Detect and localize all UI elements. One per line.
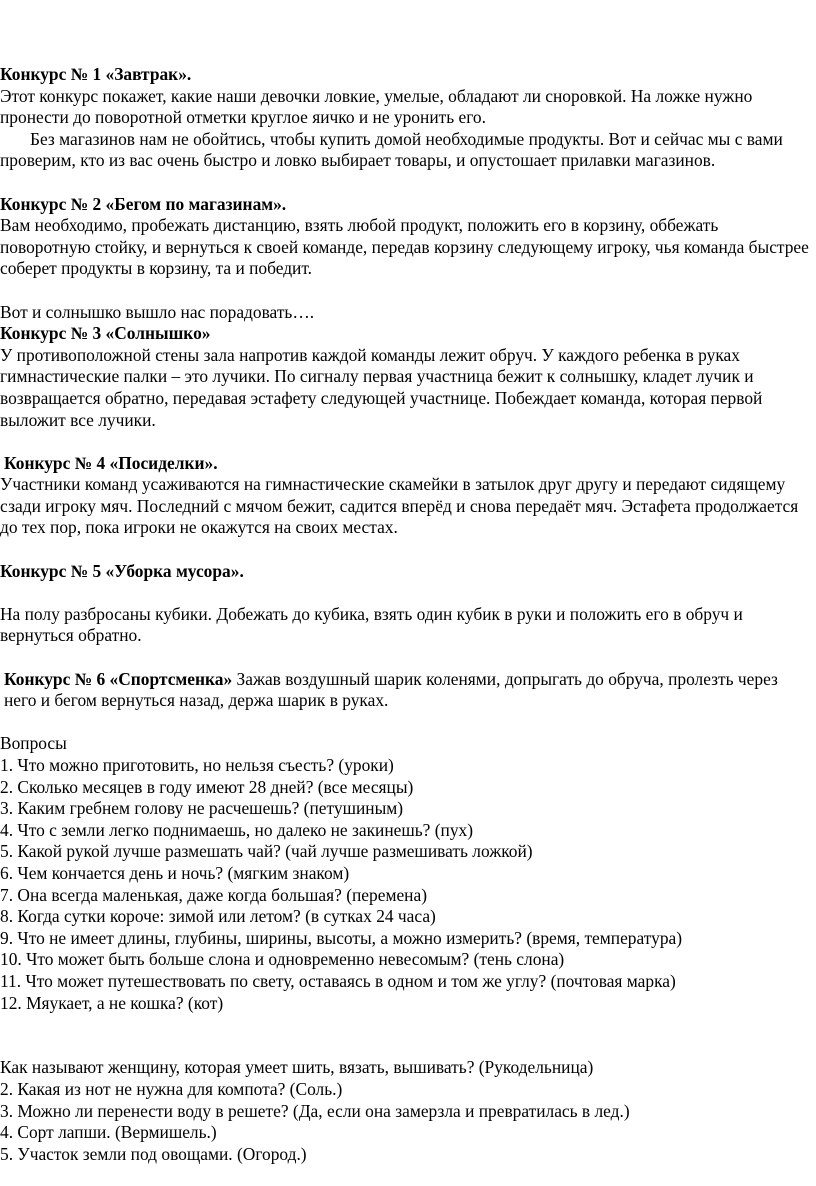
question-item: 2. Сколько месяцев в году имеют 28 дней? (все месяцы) <box>0 776 414 797</box>
question-item: 7. Она всегда маленькая, даже когда большая? (перемена) <box>0 884 427 905</box>
question-item: 1. Что можно приготовить, но нельзя съесть? (уроки) <box>0 755 394 775</box>
document-body <box>0 64 812 1165</box>
spacer <box>0 172 812 194</box>
riddle-item: Как называют женщину, которая умеет шить, вязать, вышивать? (Рукодельница) <box>0 1057 594 1078</box>
question-item: 6. Чем кончается день и ночь? (мягким знаком) <box>0 862 350 883</box>
question-item: 8. Когда сутки короче: зимой или летом? (в сутках 24 часа) <box>0 906 436 927</box>
contest-1-shops-text: Без магазинов нам не обойтись, чтобы купить домой необходимые продукты. Вот и сейчас мы с вами проверим, кто из вас очень быстро и ловко выбирает товары, и опустошает прилавки магазинов. <box>0 128 783 171</box>
question-item: 10. Что может быть больше слона и одновременно невесомым? (тень слона) <box>0 949 565 970</box>
contest-1-text: Этот конкурс покажет, какие наши девочки ловкие, умелые, обладают ли сноровкой. На ложке нужно пронести до поворотной отметки круглое яичко и не уронить его. <box>0 85 753 128</box>
spacer <box>0 1014 812 1036</box>
question-item: 11. Что может путешествовать по свету, оставаясь в одном и том же углу? (почтовая марка) <box>0 970 676 991</box>
spacer <box>0 280 812 302</box>
contest-4-text: Участники команд усаживаются на гимнастические скамейки в затылок друг другу и передают сидящему сзади игроку мяч. Последний с мячом бежит, садится вперёд и снова передаёт мяч. Эстафета продолжается до тех пор, пока игроки не окажутся на своих местах. <box>0 474 799 538</box>
contest-6-heading: Конкурс № 6 «Спортсменка» <box>4 668 233 689</box>
question-item: 3. Каким гребнем голову не расчешешь? (петушиным) <box>0 798 404 819</box>
contest-5-heading: Конкурс № 5 «Уборка мусора». <box>0 560 244 581</box>
riddle-item: 3. Можно ли перенести воду в решете? (Да, если она замерзла и превратилась в лед.) <box>0 1100 630 1121</box>
question-item: 4. Что с земли легко поднимаешь, но далеко не закинешь? (пух) <box>0 819 474 840</box>
spacer <box>0 539 812 561</box>
question-item: 12. Мяукает, а не кошка? (кот) <box>0 992 224 1013</box>
spacer <box>0 431 812 453</box>
contest-6-text: Зажав воздушный шарик коленями, допрыгать до обруча, пролезть через него и бегом вернуться назад, держа шарик в руках. <box>4 668 778 711</box>
questions-title: Вопросы <box>0 733 67 754</box>
contest-3-heading: Конкурс № 3 «Солнышко» <box>0 323 211 344</box>
contest-2-text: Вам необходимо, пробежать дистанцию, взять любой продукт, положить его в корзину, оббежать поворотную стойку, и вернуться к своей команде, передав корзину следующему игроку, чья команда быстрее соберет продукты в корзину, та и победит. <box>0 215 809 279</box>
riddle-item: 2. Какая из нот не нужна для компота? (Соль.) <box>0 1078 343 1099</box>
question-item: 5. Какой рукой лучше размешать чай? (чай лучше размешивать ложкой) <box>0 841 533 862</box>
spacer <box>0 582 812 604</box>
contest-4-heading: Конкурс № 4 «Посиделки». <box>4 452 218 473</box>
spacer <box>0 712 812 734</box>
contest-2-heading: Конкурс № 2 «Бегом по магазинам». <box>0 193 287 214</box>
spacer <box>0 647 812 669</box>
contest-3-text: У противоположной стены зала напротив каждой команды лежит обруч. У каждого ребенка в руках гимнастические палки – это лучики. По сигналу первая участница бежит к солнышку, кладет лучик и возвращается обратно, передавая эстафету следующей участнице. Побеждает команда, которая первой выложит все лучики. <box>0 344 763 430</box>
spacer <box>0 1036 812 1058</box>
contest-1-heading: Конкурс № 1 «Завтрак». <box>0 64 192 84</box>
riddle-item: 4. Сорт лапши. (Вермишель.) <box>0 1122 217 1143</box>
contest-3-intro: Вот и солнышко вышло нас порадовать…. <box>0 301 315 322</box>
question-item: 9. Что не имеет длины, глубины, ширины, высоты, а можно измерить? (время, температура) <box>0 927 683 948</box>
contest-6-paragraph <box>0 669 812 712</box>
riddle-item: 5. Участок земли под овощами. (Огород.) <box>0 1143 307 1164</box>
contest-5-text: На полу разбросаны кубики. Добежать до кубика, взять один кубик в руки и положить его в обруч и вернуться обратно. <box>0 603 743 646</box>
